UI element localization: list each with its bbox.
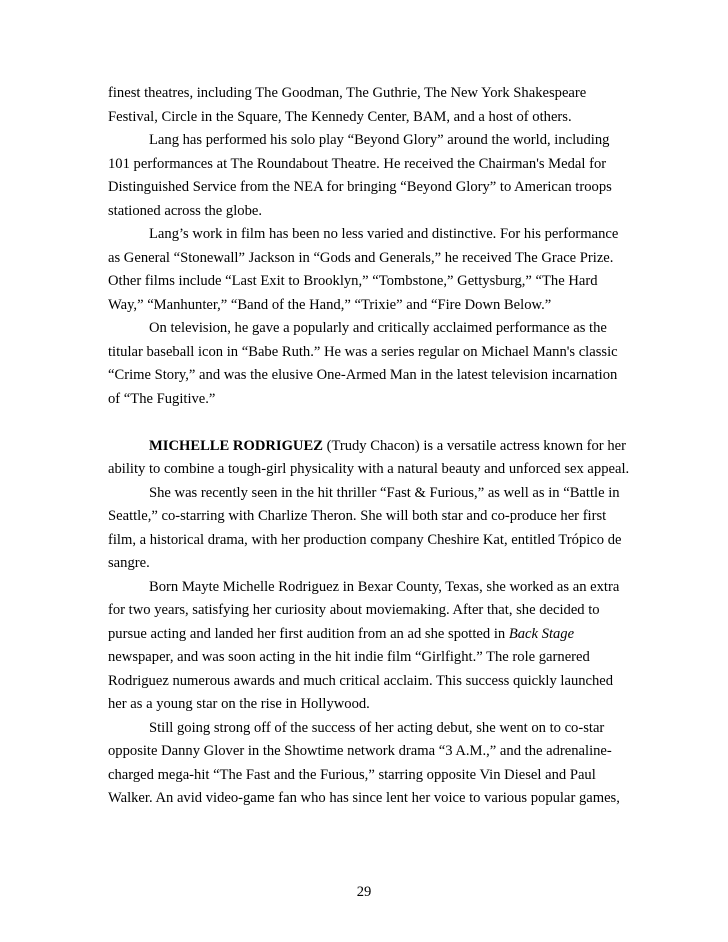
paragraph-start-line: Lang’s work in film has been no less varied and distinctive. For his performance [149, 226, 619, 242]
text-line: Distinguished Service from the NEA for bringing “Beyond Glory” to American troops [108, 179, 612, 195]
publication-title: Back Stage [508, 625, 575, 642]
paragraph-start-line: Lang has performed his solo play “Beyond Glory” around the world, including [149, 132, 610, 148]
text-line: newspaper, and was soon acting in the hit indie film “Girlfight.” The role garnered [108, 649, 590, 665]
text-line: Rodriguez numerous awards and much critical acclaim. This success quickly launched [108, 672, 614, 689]
paragraph-start-line: She was recently seen in the hit thriller “Fast & Furious,” as well as in “Battle in [149, 484, 620, 501]
paragraph-start-line: On television, he gave a popularly and critically acclaimed performance as the [149, 320, 607, 336]
text-line: ability to combine a tough-girl physicality with a natural beauty and unforced sex appeal. [108, 461, 630, 477]
text-line: Other films include “Last Exit to Brooklyn,” “Tombstone,” Gettysburg,” “The Hard [108, 273, 598, 289]
text-line: charged mega-hit “The Fast and the Furious,” starring opposite Vin Diesel and Paul [108, 766, 596, 783]
page-number: 29 [356, 884, 372, 900]
text-line: sangre. [108, 555, 150, 571]
text-line: stationed across the globe. [108, 202, 263, 219]
text-line: Way,” “Manhunter,” “Band of the Hand,” “Trixie” and “Fire Down Below.” [108, 296, 552, 313]
blank-line [108, 411, 628, 435]
text-line: as General “Stonewall” Jackson in “Gods and Generals,” he received The Grace Prize. [108, 249, 614, 266]
text-line: 101 performances at The Roundabout Theatre. He received the Chairman's Medal for [108, 155, 607, 172]
text-line: Festival, Circle in the Square, The Kennedy Center, BAM, and a host of others. [108, 108, 572, 125]
text-fragment: pursue acting and landed her first audition from an ad she spotted in [108, 625, 509, 642]
text-line: her as a young star on the rise in Hollywood. [108, 696, 370, 712]
text-line: titular baseball icon in “Babe Ruth.” He was a series regular on Michael Mann's classic [108, 343, 618, 360]
actor-name: MICHELLE RODRIGUEZ [149, 437, 323, 454]
text-line: “Crime Story,” and was the elusive One-Armed Man in the latest television incarnation [108, 367, 618, 383]
text-line: of “The Fugitive.” [108, 390, 216, 407]
text-fragment: (Trudy Chacon) is a versatile actress known for her [322, 437, 626, 454]
text-line: for two years, satisfying her curiosity about moviemaking. After that, she decided to [108, 602, 600, 618]
paragraph-start-line: Still going strong off of the success of her acting debut, she went on to co-star [149, 719, 605, 736]
text-line-with-italic [108, 623, 628, 647]
bio-heading-line [108, 435, 628, 459]
text-line: Seattle,” co-starring with Charlize Theron. She will both star and co-produce her first [108, 508, 607, 524]
text-line: opposite Danny Glover in the Showtime network drama “3 A.M.,” and the adrenaline- [108, 743, 612, 759]
text-line: finest theatres, including The Goodman, The Guthrie, The New York Shakespeare [108, 85, 587, 101]
body-text [108, 82, 628, 811]
text-line: Walker. An avid video-game fan who has since lent her voice to various popular games, [108, 790, 620, 806]
paragraph-start-line: Born Mayte Michelle Rodriguez in Bexar County, Texas, she worked as an extra [149, 578, 620, 595]
text-line: film, a historical drama, with her production company Cheshire Kat, entitled Trópico de [108, 531, 622, 548]
